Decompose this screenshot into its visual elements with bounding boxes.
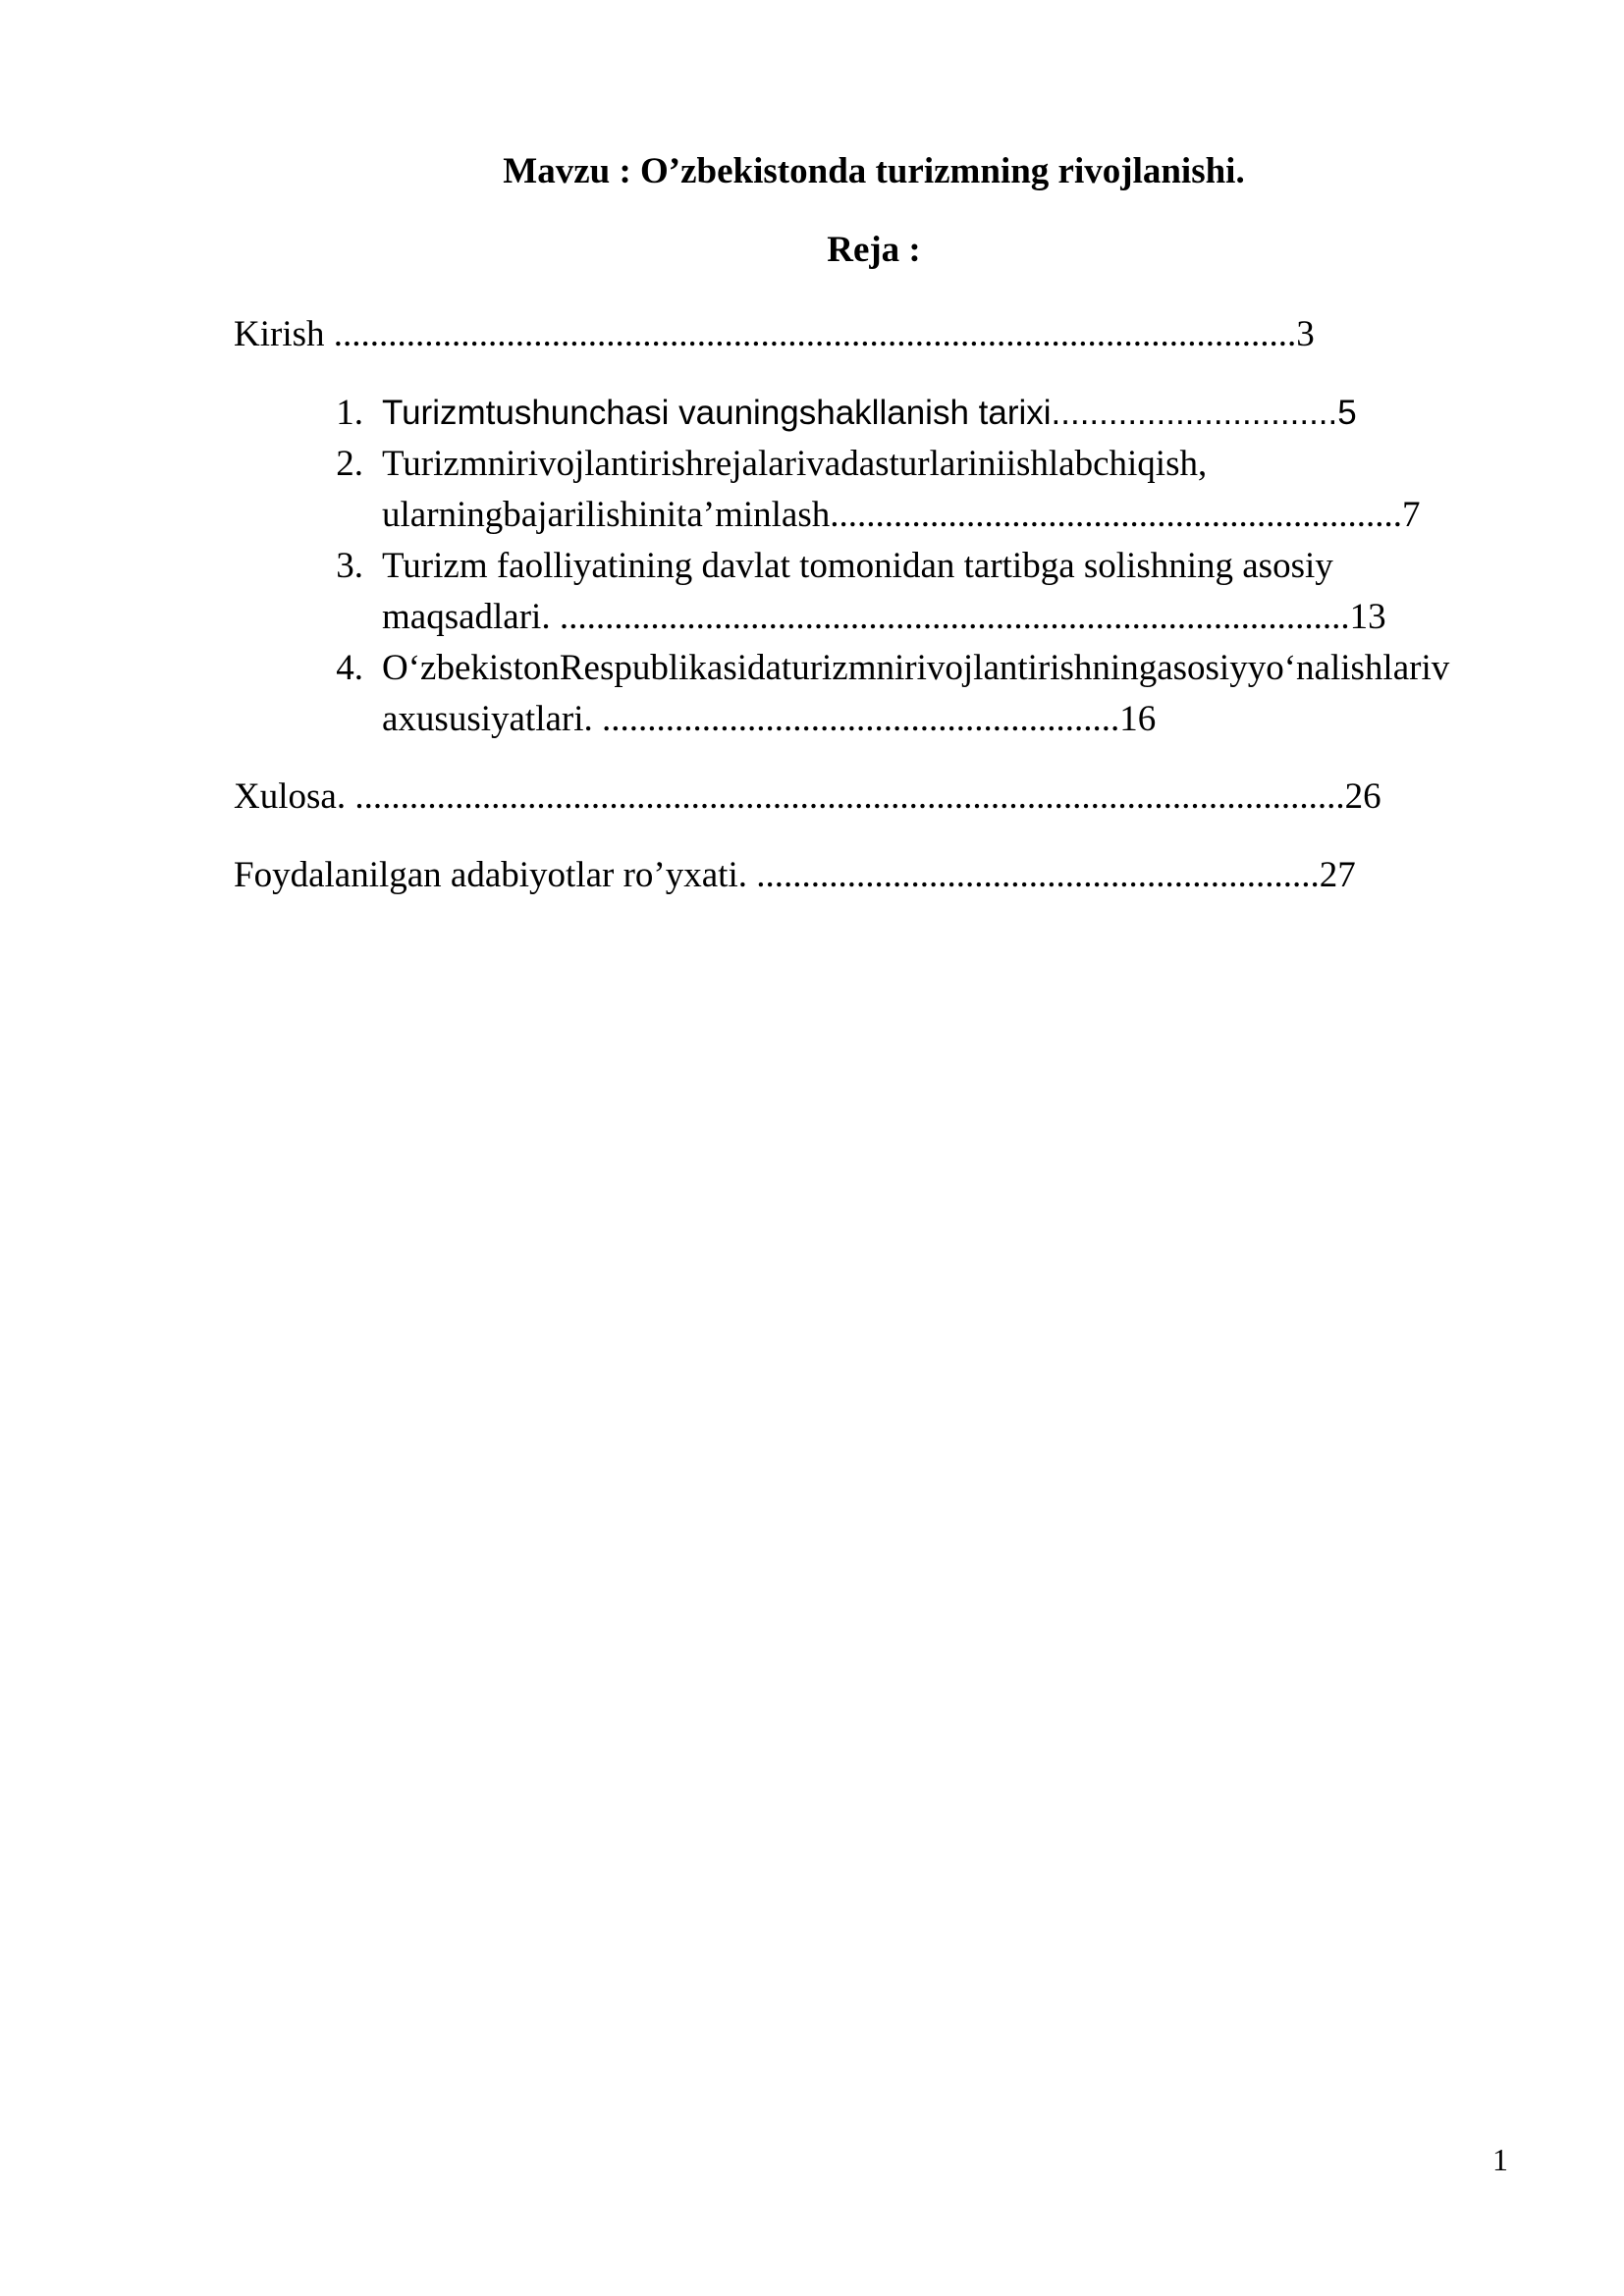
toc-item-number: 1. <box>336 393 363 433</box>
toc-item-text: O‘zbekistonRespublikasidaturizmnirivojlantirishningasosiyyo‘nalishlariv <box>382 648 1450 688</box>
toc-entry-conclusion: Xulosa. .............................................................................................................26 <box>234 776 1381 817</box>
toc-item-text-continued: axususiyatlari. .........................................................16 <box>382 699 1157 739</box>
toc-item-number: 2. <box>336 444 363 484</box>
toc-item-text: Turizm faolliyatining davlat tomonidan tartibga solishning asosiy <box>382 546 1333 586</box>
page-number: 1 <box>1492 2142 1508 2177</box>
toc-entry-references: Foydalanilgan adabiyotlar ro’yxati. ..............................................................27 <box>234 855 1356 895</box>
toc-item-text: Turizmtushunchasi vauningshakllanish tarixi..............................5 <box>382 394 1357 432</box>
toc-item-number: 3. <box>336 546 363 586</box>
toc-item-number: 4. <box>336 648 363 688</box>
document-title: Mavzu : O’zbekistonda turizmning rivojlanishi. <box>503 151 1245 191</box>
toc-entry-intro: Kirish ..........................................................................................................3 <box>234 314 1315 354</box>
toc-item-text-continued: maqsadlari. .......................................................................................13 <box>382 597 1386 637</box>
toc-item-text-continued: ularningbajarilishinita’minlash...............................................................7 <box>382 495 1421 535</box>
plan-heading: Reja : <box>827 230 921 270</box>
toc-item-text: Turizmnirivojlantirishrejalarivadasturlariniishlabchiqish, <box>382 444 1208 484</box>
